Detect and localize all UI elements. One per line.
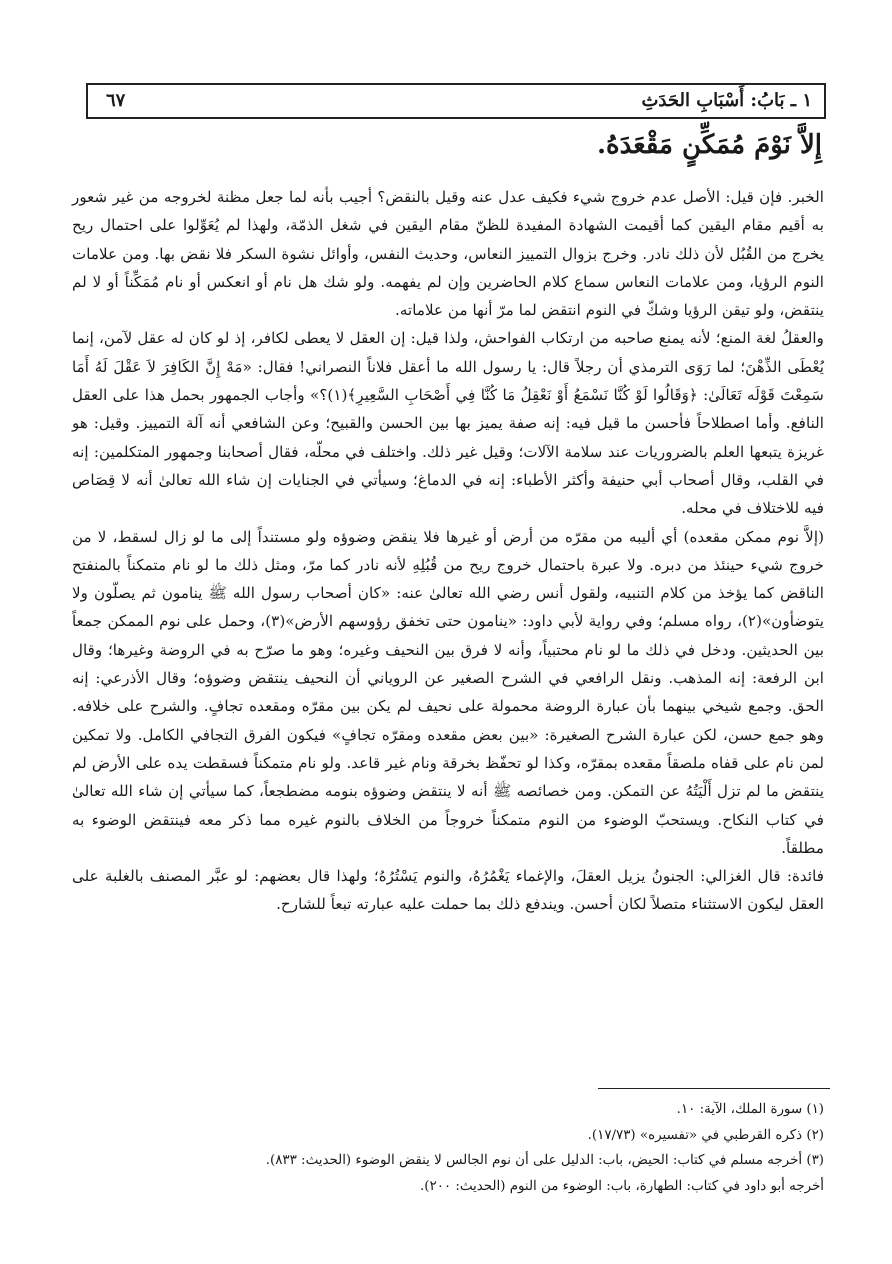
page-number: ٦٧	[106, 90, 126, 111]
footnote-separator	[598, 1088, 830, 1089]
paragraph: فائدة: قال الغزالي: الجنونُ يزيل العقلَ، والإغماء يَغْمُرُهُ، والنوم يَسْتُرُهُ؛ ولهذا قال بعضهم: لو عبَّر المصنف بالغلبة على العقل ليكون الاستثناء متصلاً لكان أحسن. ويندفع ذلك بما حملت عليه عبارته تبعاً للشارح.	[72, 867, 824, 914]
paragraph: الخبر. فإن قيل: الأصل عدم خروج شيء فكيف عدل عنه وقيل بالنقض؟ أجيب بأنه لما جعل مظنة لخروجه من غير شعور به أقيم مقام اليقين كما أقيمت الشهادة المفيدة للظنّ مقام اليقين في شغل الذمّة، ولهذا لم يُعَوِّلوا على احتمال ريح يخرج من القُبُل لأن ذلك نادر. وخرج بزوال التمييز النعاس، وحديث النفس، وأوائل نشوة السكر فلا نقض بها. ومن علامات النوم الرؤيا، ومن علامات النعاس سماع كلام الحاضرين وإن لم يفهمه. ولو شك هل نام أو انعكس أو نام مُمَكِّناً أو لا لم ينتقض، ولو تيقن الرؤيا وشكّ في النوم انتقض لما مرّ أنها من علاماته.	[72, 188, 824, 320]
footnotes	[72, 1097, 824, 1199]
footnote: (٣) أخرجه مسلم في كتاب: الحيض، باب: الدليل على أن نوم الجالس لا ينقض الوضوء (الحديث: ٨٣٣).	[265, 1153, 824, 1168]
chapter-title: ١ ـ بَابُ: أَسْبَابِ الحَدَثِ	[641, 90, 812, 111]
paragraph: (إلاَّ نوم ممكن مقعده) أي أليبه من مقرّه من أرض أو غيرها فلا ينقض وضوؤه ولو مستنداً إلى ما لو زال لسقط، لا من خروج شيء حينئذ من دبره. ولا عبرة باحتمال خروج ريح من قُبُلِهِ لأنه نادر كما مرّ، ومثل ذلك ما لو نام متمكناً بالمنفتح الناقض كما يؤخذ من كلام التنبيه، ولقول أنس رضي الله تعالىٰ عنه: «كان أصحاب رسول الله ﷺ ينامون ثم يصلّون ولا يتوضأون»(٢)، رواه مسلم؛ وفي رواية لأبي داود: «ينامون حتى تخفق رؤوسهم الأرض»(٣)، وحمل على نوم الممكن جمعاً بين الحديثين. ودخل في ذلك ما لو نام محتبياً، وأنه لا فرق بين النحيف وغيره؛ وهو ما صرّح به في الروضة وغيرها؛ وقال ابن الرفعة: إنه المذهب. ونقل الرافعي في الشرح الصغير عن الروياني أن النحيف ينتقض وضوؤه؛ وقال الأذرعي: إنه الحق. وجمع شيخي بينهما بأن عبارة الروضة محمولة على نحيف لم يكن بين مقرّه ومقعده تجافٍ. والشرح على خلافه. وهو جمع حسن، لكن عبارة الشرح الصغيرة: «بين بعض مقعده ومقرّه تجافٍ» فيكون الفرق التجافي الكامل. ولا تمكين لمن نام على قفاه ملصقاً مقعده بمقرّه، وكذا لو تحفّظ بخرقة ونام غير قاعد. ولو نام متمكناً فسقطت يده على الأرض لم ينتقض ما لم تزل أَلْيَتُهُ عن التمكن. ومن خصائصه ﷺ أنه لا ينتقض وضوؤه بنومه مضطجعاً، كما سيأتي إن شاء الله تعالىٰ في كتاب النكاح. ويستحبّ الوضوء من النوم متمكناً خروجاً من الخلاف بالنوم غيره مما ذكر معه فينتقض الوضوء به مطلقاً.	[72, 527, 824, 857]
matn-text: إِلاَّ نَوْمَ مُمَكِّنٍ مَقْعَدَهُ.	[596, 130, 822, 160]
footnote: (١) سورة الملك، الآية: ١٠.	[676, 1102, 824, 1117]
footnote: أخرجه أبو داود في كتاب: الطهارة، باب: الوضوء من النوم (الحديث: ٢٠٠).	[420, 1178, 824, 1194]
paragraph: والعقلُ لغة المنع؛ لأنه يمنع صاحبه من ارتكاب الفواحش، ولذا قيل: إن العقل لا يعطى لكافر، إذ لو كان له عقل لآمن، إنما يُعْطَى الذِّهْنَ؛ لما رَوَى الترمذي أن رجلاً قال: يا رسول الله ما أعقل فلاناً النصراني! فقال: «مَهْ إِنَّ الكَافِرَ لاَ عَقْلَ لَهُ أَمَا سَمِعْتَ قَوْلَه تَعَالَىٰ: ﴿وَقَالُوا لَوْ كُنَّا نَسْمَعُ أَوْ نَعْقِلُ مَا كُنَّا فِي أَصْحَابِ السَّعِيرِ﴾(١)؟» وأجاب الجمهور بحمل هذا على العقل النافع. وأما اصطلاحاً فأحسن ما قيل فيه: إنه صفة يميز بها بين الحسن والقبيح؛ وعن الشافعي أنه آلة التمييز. وقيل: هو غريزة يتبعها العلم بالضروريات عند سلامة الآلات؛ وقيل غير ذلك. واختلف في محلّه، فقال أصحابنا وجمهور المتكلمين: إنه في القلب، وقال أصحاب أبي حنيفة وأكثر الأطباء: إنه في الدماغ؛ وسيأتي في الجنايات إن شاء الله تعالىٰ أنه لا قِصَاص فيه للاختلاف في محله.	[72, 329, 825, 518]
running-header	[86, 83, 826, 119]
commentary-body	[72, 183, 824, 919]
footnote: (٢) ذكره القرطبي في «تفسيره» (١٧/٧٣).	[587, 1127, 824, 1143]
